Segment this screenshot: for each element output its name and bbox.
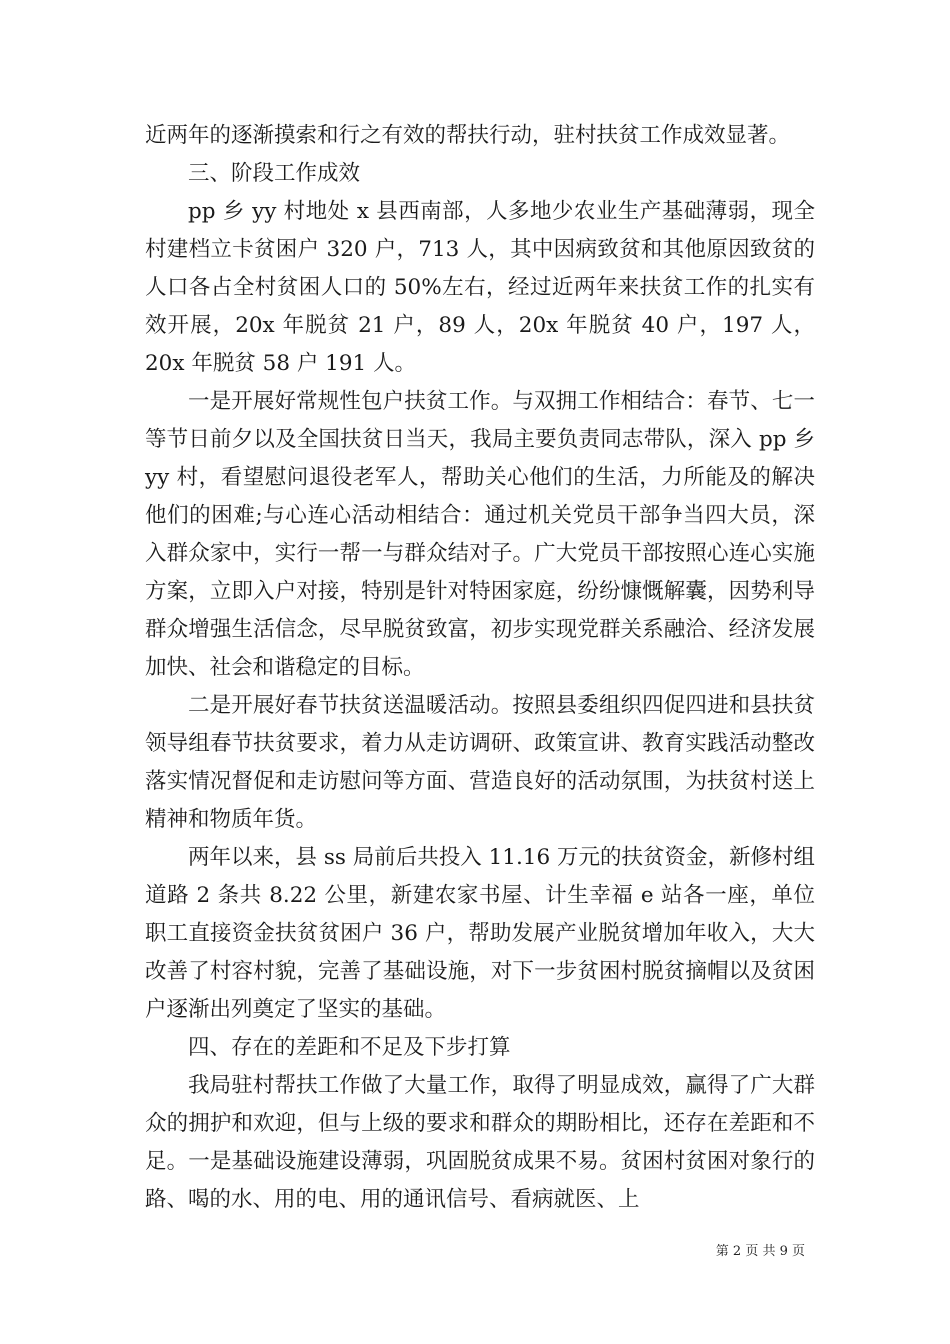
paragraph-continuation: 近两年的逐渐摸索和行之有效的帮扶行动，驻村扶贫工作成效显著。 [145,123,791,148]
section-heading-3: 三、阶段工作成效 [188,161,361,186]
section-heading-4: 四、存在的差距和不足及下步打算 [188,1035,511,1060]
paragraph-household-support: 一是开展好常规性包户扶贫工作。与双拥工作相结合：春节、七一等节日前夕以及全国扶贫日当天，我局主要负责同志带队，深入 pp 乡 yy 村，看望慰问退役老军人，帮助关心他们的生活，力所能及的解决他们的困难;与心连心活动相结合：通过机关党员干部争当四大员，深入群众家中，实行一帮一与群众结对子。广大党员干部按照心连心实施方案，立即入户对接，特别是针对特困家庭，纷纷慷慨解囊，因势利导群众增强生活信念，尽早脱贫致富，初步实现党群关系融洽、经济发展加快、社会和谐稳定的目标。 [145,389,815,680]
document-body [145,117,815,1219]
paragraph-spring-festival: 二是开展好春节扶贫送温暖活动。按照县委组织四促四进和县扶贫领导组春节扶贫要求，着力从走访调研、政策宣讲、教育实践活动整改落实情况督促和走访慰问等方面、营造良好的活动氛围，为扶贫村送上精神和物质年货。 [145,693,815,832]
paragraph-shortcomings: 我局驻村帮扶工作做了大量工作，取得了明显成效，赢得了广大群众的拥护和欢迎，但与上级的要求和群众的期盼相比，还存在差距和不足。一是基础设施建设薄弱，巩固脱贫成果不易。贫困村贫困对象行的路、喝的水、用的电、用的通讯信号、看病就医、上 [145,1073,815,1212]
paragraph-village-overview: pp 乡 yy 村地处 x 县西南部，人多地少农业生产基础薄弱，现全村建档立卡贫困户 320 户，713 人，其中因病致贫和其他原因致贫的人口各占全村贫困人口的 50%左右，经过近两年来扶贫工作的扎实有效开展，20x 年脱贫 21 户，89 人，20x 年脱贫 40 户，197 人，20x 年脱贫 58 户 191 人。 [145,199,815,376]
page-number: 第 2 页 共 9 页 [715,1244,805,1259]
paragraph-investment: 两年以来，县 ss 局前后共投入 11.16 万元的扶贫资金，新修村组道路 2 条共 8.22 公里，新建农家书屋、计生幸福 e 站各一座，单位职工直接资金扶贫贫困户 36 户，帮助发展产业脱贫增加年收入，大大改善了村容村貌，完善了基础设施，对下一步贫困村脱贫摘帽以及贫困户逐渐出列奠定了坚实的基础。 [145,845,815,1022]
